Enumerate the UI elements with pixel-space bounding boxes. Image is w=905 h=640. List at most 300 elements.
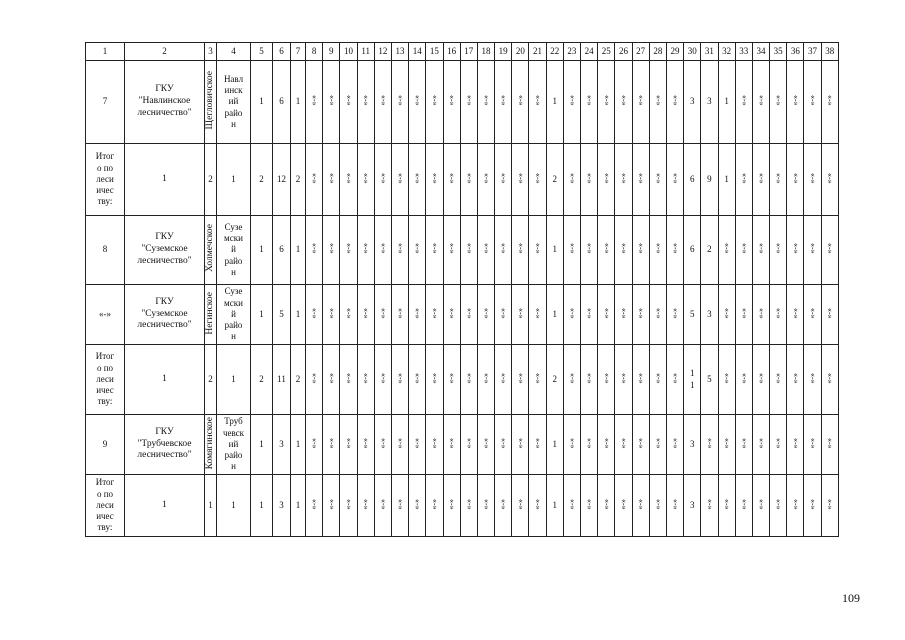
cell-text: «-» bbox=[430, 437, 440, 449]
table-cell bbox=[357, 415, 374, 475]
cell-text: «-» bbox=[396, 372, 406, 384]
header-cell: 6 bbox=[273, 43, 291, 61]
cell-text: «-» bbox=[585, 172, 595, 184]
cell-text: «-» bbox=[413, 307, 423, 319]
cell-text: «-» bbox=[653, 498, 663, 510]
cell-text: «-» bbox=[808, 372, 818, 384]
cell-text: «-» bbox=[430, 95, 440, 106]
table-cell bbox=[666, 475, 683, 537]
cell-text: «-» bbox=[756, 372, 766, 384]
header-cell: 9 bbox=[323, 43, 340, 61]
cell-text: «-» bbox=[481, 172, 491, 184]
cell-text: «-» bbox=[791, 498, 801, 510]
cell-text: «-» bbox=[361, 243, 371, 254]
table-cell bbox=[306, 144, 323, 216]
table-cell bbox=[217, 216, 251, 285]
table-cell bbox=[821, 285, 838, 345]
table-cell bbox=[251, 475, 273, 537]
cell-text: 5 bbox=[707, 373, 712, 384]
cell-text: «-» bbox=[671, 95, 681, 106]
cell-text: «-» bbox=[533, 243, 543, 254]
table-cell bbox=[340, 144, 357, 216]
cell-text: «-» bbox=[481, 437, 491, 449]
header-cell: 25 bbox=[598, 43, 615, 61]
table-cell bbox=[632, 415, 649, 475]
cell-text: Итог о по леси ичес тву: bbox=[95, 351, 115, 407]
table-cell bbox=[291, 61, 306, 144]
header-cell: 10 bbox=[340, 43, 357, 61]
table-cell bbox=[701, 285, 718, 345]
header-cell: 26 bbox=[615, 43, 632, 61]
cell-text: «-» bbox=[739, 437, 749, 449]
cell-text: «-» bbox=[310, 372, 320, 384]
table-cell bbox=[701, 415, 718, 475]
table-cell bbox=[205, 475, 217, 537]
cell-text: «-» bbox=[808, 172, 818, 184]
cell-text: «-» bbox=[774, 498, 784, 510]
table-cell bbox=[512, 144, 529, 216]
table-cell bbox=[787, 475, 804, 537]
table-cell bbox=[701, 61, 718, 144]
table-cell bbox=[787, 61, 804, 144]
cell-text: 1 bbox=[724, 96, 729, 107]
cell-text: «-» bbox=[413, 172, 423, 184]
cell-text: «-» bbox=[499, 372, 509, 384]
table-row bbox=[86, 285, 839, 345]
table-cell bbox=[409, 415, 426, 475]
cell-text: «-» bbox=[619, 95, 629, 106]
cell-text: «-» bbox=[808, 498, 818, 510]
cell-text: ГКУ "Суземское лесничество" bbox=[137, 232, 192, 266]
table-cell bbox=[821, 61, 838, 144]
table-cell bbox=[205, 144, 217, 216]
cell-text: 1 bbox=[259, 438, 264, 449]
table-cell bbox=[340, 285, 357, 345]
cell-text: 6 bbox=[279, 96, 284, 107]
cell-text: «-» bbox=[825, 307, 835, 319]
cell-text: «-» bbox=[464, 372, 474, 384]
table-cell bbox=[273, 285, 291, 345]
table-row bbox=[86, 216, 839, 285]
cell-text: «-» bbox=[602, 307, 612, 319]
table-cell bbox=[546, 475, 563, 537]
table-cell bbox=[340, 345, 357, 415]
table-cell bbox=[804, 144, 821, 216]
table-cell bbox=[804, 415, 821, 475]
cell-text: «-» bbox=[516, 95, 526, 106]
table-cell bbox=[804, 285, 821, 345]
table-cell bbox=[563, 61, 580, 144]
cell-text: 3 bbox=[689, 96, 695, 107]
table-cell bbox=[205, 345, 217, 415]
table-cell bbox=[357, 475, 374, 537]
table-cell bbox=[770, 144, 787, 216]
cell-text: «-» bbox=[499, 498, 509, 510]
cell-text: «-» bbox=[585, 307, 595, 319]
cell-text: 1 bbox=[231, 373, 236, 384]
cell-text: «-» bbox=[774, 437, 784, 449]
table-cell bbox=[273, 475, 291, 537]
table-cell bbox=[615, 61, 632, 144]
table-cell bbox=[323, 415, 340, 475]
cell-text: «-» bbox=[310, 243, 320, 254]
cell-text: 6 bbox=[689, 173, 695, 184]
table-cell bbox=[495, 216, 512, 285]
table-cell bbox=[735, 475, 752, 537]
table-cell bbox=[770, 216, 787, 285]
cell-text: Щегловичское bbox=[205, 71, 215, 130]
cell-text: «-» bbox=[447, 498, 457, 510]
table-cell bbox=[718, 216, 735, 285]
header-cell: 36 bbox=[787, 43, 804, 61]
cell-text: 12 bbox=[277, 173, 286, 184]
cell-text: «-» bbox=[636, 172, 646, 184]
table-cell bbox=[546, 285, 563, 345]
cell-text: «-» bbox=[739, 498, 749, 510]
cell-text: «-» bbox=[671, 437, 681, 449]
table-cell bbox=[821, 144, 838, 216]
table-cell bbox=[251, 285, 273, 345]
header-cell: 18 bbox=[477, 43, 494, 61]
cell-text: «-» bbox=[99, 308, 111, 319]
table-cell bbox=[460, 144, 477, 216]
table-cell bbox=[374, 475, 391, 537]
table-cell bbox=[581, 345, 598, 415]
header-cell: 8 bbox=[306, 43, 323, 61]
cell-text: 1 bbox=[259, 308, 264, 319]
table-cell bbox=[495, 475, 512, 537]
table-cell bbox=[821, 345, 838, 415]
cell-text: «-» bbox=[344, 372, 354, 384]
table-cell bbox=[125, 61, 205, 144]
cell-text: 1 bbox=[231, 173, 236, 184]
header-cell: 2 bbox=[125, 43, 205, 61]
table-cell bbox=[598, 415, 615, 475]
cell-text: 6 bbox=[689, 244, 695, 255]
table-cell bbox=[649, 61, 666, 144]
table-cell bbox=[649, 144, 666, 216]
table-cell bbox=[217, 285, 251, 345]
cell-text: «-» bbox=[653, 243, 663, 254]
table-cell bbox=[529, 415, 546, 475]
cell-text: «-» bbox=[533, 172, 543, 184]
table-cell bbox=[460, 475, 477, 537]
table-cell bbox=[684, 216, 701, 285]
table-cell bbox=[323, 216, 340, 285]
table-cell bbox=[666, 61, 683, 144]
table-cell bbox=[323, 144, 340, 216]
page-number: 109 bbox=[842, 591, 860, 605]
cell-text: Сузе мски й райо н bbox=[224, 286, 243, 342]
cell-text: «-» bbox=[396, 95, 406, 106]
table-cell bbox=[306, 61, 323, 144]
cell-text: «-» bbox=[310, 498, 320, 510]
table-cell bbox=[443, 144, 460, 216]
table-cell bbox=[340, 216, 357, 285]
table-cell bbox=[546, 61, 563, 144]
table-cell bbox=[409, 61, 426, 144]
table-cell bbox=[529, 144, 546, 216]
cell-text: «-» bbox=[671, 498, 681, 510]
table-cell bbox=[581, 415, 598, 475]
header-cell: 23 bbox=[563, 43, 580, 61]
cell-text: «-» bbox=[481, 372, 491, 384]
cell-text: «-» bbox=[344, 243, 354, 254]
table-row bbox=[86, 345, 839, 415]
cell-text: «-» bbox=[378, 307, 388, 319]
table-cell bbox=[125, 415, 205, 475]
cell-text: «-» bbox=[533, 95, 543, 106]
cell-text: «-» bbox=[602, 243, 612, 254]
table-cell bbox=[443, 475, 460, 537]
header-cell: 37 bbox=[804, 43, 821, 61]
table-cell bbox=[409, 216, 426, 285]
table-cell bbox=[804, 345, 821, 415]
cell-text: «-» bbox=[756, 437, 766, 449]
cell-text: 1 bbox=[295, 499, 301, 510]
table-cell bbox=[306, 415, 323, 475]
table-cell bbox=[718, 61, 735, 144]
table-cell bbox=[598, 216, 615, 285]
table-cell bbox=[323, 285, 340, 345]
table-cell bbox=[391, 475, 408, 537]
cell-text: «-» bbox=[378, 372, 388, 384]
table-cell bbox=[684, 144, 701, 216]
cell-text: «-» bbox=[791, 372, 801, 384]
table-cell bbox=[684, 415, 701, 475]
table-cell bbox=[804, 216, 821, 285]
header-cell: 31 bbox=[701, 43, 718, 61]
table-cell bbox=[443, 415, 460, 475]
cell-text: «-» bbox=[344, 437, 354, 449]
cell-text: «-» bbox=[361, 498, 371, 510]
cell-text: «-» bbox=[499, 172, 509, 184]
cell-text: 2 bbox=[208, 373, 213, 384]
header-cell: 4 bbox=[217, 43, 251, 61]
header-cell: 21 bbox=[529, 43, 546, 61]
table-cell bbox=[770, 61, 787, 144]
table-cell bbox=[217, 415, 251, 475]
table-cell bbox=[251, 345, 273, 415]
table-cell bbox=[770, 345, 787, 415]
table-cell bbox=[718, 144, 735, 216]
cell-text: «-» bbox=[756, 243, 766, 254]
cell-text: «-» bbox=[310, 437, 320, 449]
table-cell bbox=[666, 216, 683, 285]
table-cell bbox=[718, 475, 735, 537]
table-cell bbox=[821, 216, 838, 285]
table-cell bbox=[495, 345, 512, 415]
cell-text: «-» bbox=[396, 498, 406, 510]
table-cell bbox=[581, 216, 598, 285]
cell-text: 1 bbox=[295, 96, 301, 107]
table-cell bbox=[546, 216, 563, 285]
cell-text: «-» bbox=[344, 307, 354, 319]
table-cell bbox=[443, 285, 460, 345]
table-cell bbox=[752, 415, 769, 475]
table-cell bbox=[495, 61, 512, 144]
cell-text: «-» bbox=[791, 243, 801, 254]
table-cell bbox=[477, 475, 494, 537]
table-cell bbox=[291, 415, 306, 475]
cell-text: 5 bbox=[279, 308, 284, 319]
table-cell bbox=[821, 475, 838, 537]
cell-text: «-» bbox=[636, 437, 646, 449]
header-cell: 32 bbox=[718, 43, 735, 61]
table-cell bbox=[374, 61, 391, 144]
cell-text: «-» bbox=[361, 172, 371, 184]
cell-text: «-» bbox=[567, 243, 577, 254]
cell-text: «-» bbox=[481, 498, 491, 510]
cell-text: «-» bbox=[739, 372, 749, 384]
cell-text: «-» bbox=[808, 307, 818, 319]
cell-text: «-» bbox=[602, 95, 612, 106]
cell-text: «-» bbox=[396, 307, 406, 319]
cell-text: 1 bbox=[552, 438, 557, 449]
table-cell bbox=[374, 216, 391, 285]
cell-text: 3 bbox=[279, 438, 284, 449]
table-cell bbox=[787, 216, 804, 285]
table-cell bbox=[649, 285, 666, 345]
header-cell: 16 bbox=[443, 43, 460, 61]
table-cell bbox=[306, 285, 323, 345]
cell-text: «-» bbox=[602, 372, 612, 384]
header-cell: 22 bbox=[546, 43, 563, 61]
table-cell bbox=[391, 144, 408, 216]
cell-text: 1 bbox=[552, 96, 557, 107]
cell-text: «-» bbox=[413, 243, 423, 254]
table-cell bbox=[546, 144, 563, 216]
table-cell bbox=[632, 216, 649, 285]
cell-text: «-» bbox=[636, 95, 646, 106]
cell-text: Негинское bbox=[205, 291, 215, 335]
cell-text: «-» bbox=[378, 498, 388, 510]
table-cell bbox=[529, 345, 546, 415]
cell-text: «-» bbox=[567, 95, 577, 106]
table-cell bbox=[752, 61, 769, 144]
cell-text: «-» bbox=[396, 172, 406, 184]
table-cell bbox=[409, 144, 426, 216]
table-cell bbox=[787, 285, 804, 345]
table-cell bbox=[306, 475, 323, 537]
table-cell bbox=[374, 285, 391, 345]
cell-text: «-» bbox=[430, 172, 440, 184]
table-cell bbox=[291, 144, 306, 216]
table-row bbox=[86, 61, 839, 144]
cell-text: 1 bbox=[724, 173, 729, 184]
cell-text: 1 bbox=[259, 499, 264, 510]
header-cell: 27 bbox=[632, 43, 649, 61]
table-cell bbox=[86, 61, 125, 144]
cell-text: «-» bbox=[808, 243, 818, 254]
table-cell bbox=[426, 475, 443, 537]
cell-text: «-» bbox=[671, 372, 681, 384]
cell-text: «-» bbox=[739, 172, 749, 184]
cell-text: «-» bbox=[481, 243, 491, 254]
table-cell bbox=[391, 216, 408, 285]
table-cell bbox=[323, 345, 340, 415]
table-cell bbox=[125, 475, 205, 537]
table-cell bbox=[460, 285, 477, 345]
header-row bbox=[86, 43, 839, 61]
cell-text: «-» bbox=[464, 307, 474, 319]
table-cell bbox=[477, 144, 494, 216]
cell-text: «-» bbox=[533, 307, 543, 319]
cell-text: 1 bbox=[259, 96, 264, 107]
table-cell bbox=[391, 61, 408, 144]
table-cell bbox=[684, 345, 701, 415]
cell-text: 1 bbox=[295, 438, 301, 449]
table-cell bbox=[804, 475, 821, 537]
cell-text: «-» bbox=[361, 95, 371, 106]
cell-text: «-» bbox=[310, 95, 320, 106]
table-cell bbox=[529, 475, 546, 537]
header-cell: 1 bbox=[86, 43, 125, 61]
cell-text: «-» bbox=[585, 372, 595, 384]
cell-text: «-» bbox=[464, 243, 474, 254]
cell-text: ГКУ "Навлинское лесничество" bbox=[137, 84, 192, 118]
cell-text: «-» bbox=[619, 307, 629, 319]
cell-text: 1 bbox=[552, 499, 557, 510]
table-cell bbox=[787, 144, 804, 216]
cell-text: «-» bbox=[825, 172, 835, 184]
cell-text: 2 bbox=[295, 173, 301, 184]
table-cell bbox=[615, 285, 632, 345]
table-cell bbox=[409, 345, 426, 415]
table-cell bbox=[770, 285, 787, 345]
table-cell bbox=[649, 475, 666, 537]
cell-text: 1 bbox=[552, 308, 557, 319]
table-cell bbox=[443, 345, 460, 415]
cell-text: Холмечское bbox=[205, 224, 215, 273]
cell-text: «-» bbox=[327, 372, 337, 384]
cell-text: «-» bbox=[636, 498, 646, 510]
cell-text: «-» bbox=[447, 95, 457, 106]
header-cell: 12 bbox=[374, 43, 391, 61]
table-cell bbox=[598, 475, 615, 537]
table-cell bbox=[125, 345, 205, 415]
cell-text: «-» bbox=[671, 307, 681, 319]
cell-text: «-» bbox=[447, 307, 457, 319]
cell-text: «-» bbox=[430, 372, 440, 384]
cell-text: «-» bbox=[825, 95, 835, 106]
table-cell bbox=[563, 345, 580, 415]
header-cell: 35 bbox=[770, 43, 787, 61]
cell-text: «-» bbox=[447, 437, 457, 449]
table-cell bbox=[735, 216, 752, 285]
cell-text: 2 bbox=[208, 173, 213, 184]
table-cell bbox=[391, 415, 408, 475]
table-cell bbox=[357, 345, 374, 415]
table-cell bbox=[752, 345, 769, 415]
table-cell bbox=[217, 144, 251, 216]
table-cell bbox=[529, 285, 546, 345]
cell-text: «-» bbox=[396, 437, 406, 449]
cell-text: «-» bbox=[378, 243, 388, 254]
table-cell bbox=[217, 475, 251, 537]
cell-text: «-» bbox=[722, 372, 732, 384]
cell-text: «-» bbox=[774, 172, 784, 184]
table-cell bbox=[251, 216, 273, 285]
cell-text: «-» bbox=[430, 243, 440, 254]
cell-text: «-» bbox=[671, 243, 681, 254]
table-cell bbox=[512, 61, 529, 144]
cell-text: 1 bbox=[231, 499, 236, 510]
table-cell bbox=[649, 415, 666, 475]
table-cell bbox=[273, 415, 291, 475]
cell-text: «-» bbox=[705, 498, 715, 510]
table-cell bbox=[86, 216, 125, 285]
